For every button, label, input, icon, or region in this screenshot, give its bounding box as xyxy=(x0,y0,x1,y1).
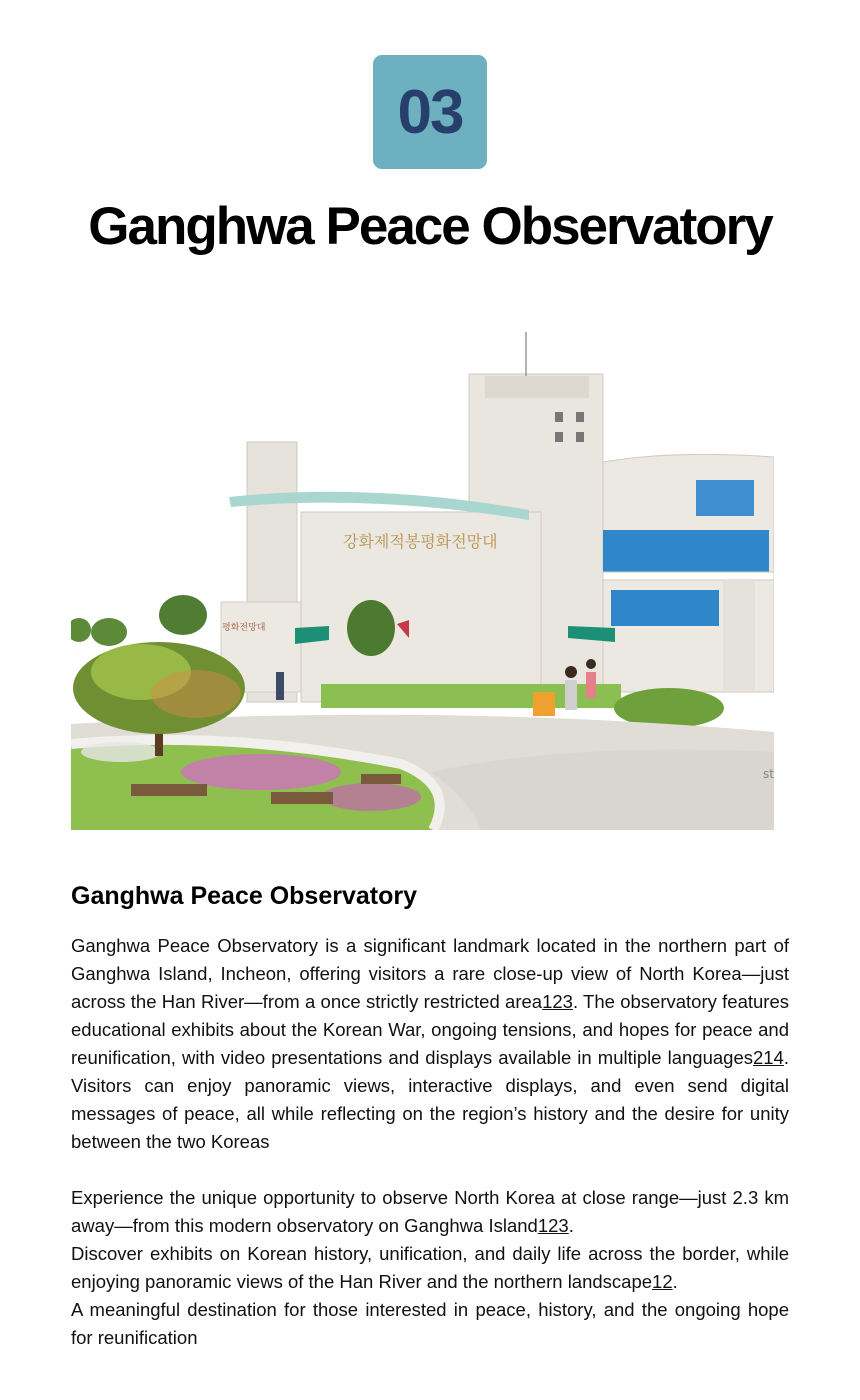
citation-link[interactable]: 12 xyxy=(652,1271,673,1292)
section-number: 03 xyxy=(397,77,463,147)
section-body xyxy=(71,932,789,1352)
section-number-badge xyxy=(373,55,487,169)
paragraph-discover: Discover exhibits on Korean history, unification, and daily life across the border, while enjoying panoramic views of the Han River and the northern landscape12. xyxy=(71,1243,789,1292)
citation-link[interactable]: 214 xyxy=(752,1047,784,1068)
paragraph-intro: Ganghwa Peace Observatory is a significant landmark located in the northern part of Ganghwa Island, Incheon, offering visitors a rare close-up view of North Korea—just across the Han River—from a once strictly restricted area123. The observatory features educational exhibits about the Korean War, ongoing tensions, and hopes for peace and reunification, with video presentations and displays available in multiple languages214. Visitors can enjoy panoramic views, interactive displays, and even send digital messages of peace, all while reflecting on the region’s history and the desire for unity between the two Koreas xyxy=(71,935,789,1152)
citation-link[interactable]: 123 xyxy=(537,1215,569,1236)
entrance-sign: 평화전망대 xyxy=(222,623,266,633)
paragraph-destination: A meaningful destination for those interested in peace, history, and the ongoing hope for reunification xyxy=(71,1299,789,1348)
building-sign: 강화제적봉평화전망대 xyxy=(343,532,498,551)
citation-link[interactable]: 123 xyxy=(542,991,573,1012)
section-heading: Ganghwa Peace Observatory xyxy=(71,882,417,910)
paragraph-experience: Experience the unique opportunity to observe North Korea at close range—just 2.3 km away—from this modern observatory on Ganghwa Island123. xyxy=(71,1187,789,1236)
observatory-photo xyxy=(71,332,774,830)
page-title: Ganghwa Peace Observatory xyxy=(88,197,772,256)
photo-watermark: st xyxy=(763,767,774,781)
